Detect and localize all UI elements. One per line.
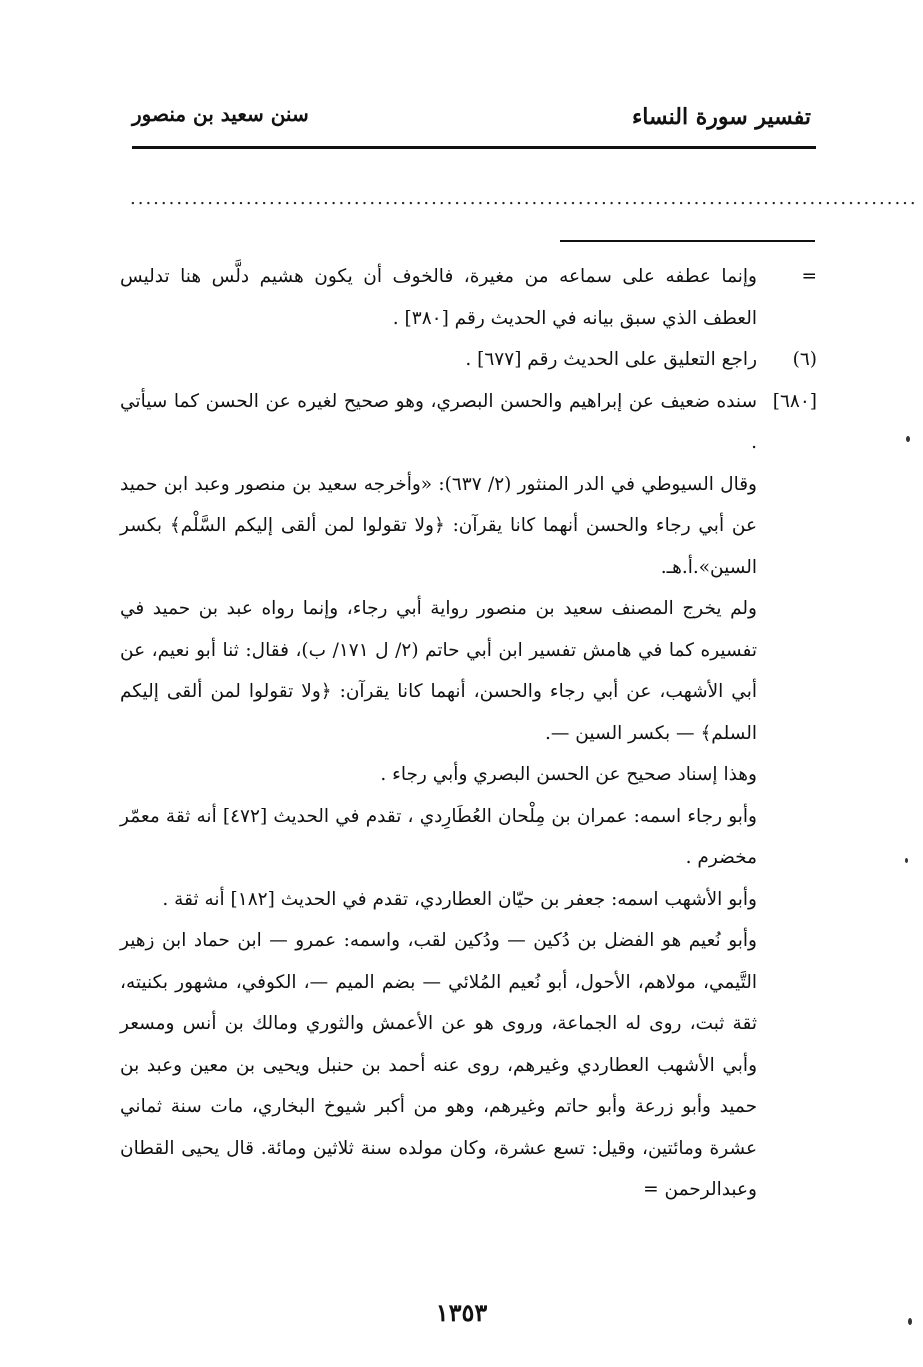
paragraph-text: وأبو نُعيم هو الفضل بن دُكين — ودُكين لقب، واسمه: عمرو — ابن حماد ابن زهير التَّيمي، مولاهم، الأحول، أبو نُعيم المُلائي — بضم الميم —، الكوفي، مشهور بكنيته، ثقة ثبت، روى له الجماعة، وروى هو عن الأعمش والثوري ومالك بن أنس ومسعر وأبي الأشهب العطاردي وغيرهم، روى عنه أحمد بن حنبل ويحيى بن معين وعبد بن حميد وأبو زرعة وأبو حاتم وغيرهم، وهو من أكبر شيوخ البخاري، مات سنة ثماني عشرة ومائتين، وقيل: تسع عشرة، وكان مولده سنة ثلاثين ومائة. قال يحيى القطان وعبدالرحمن =: [120, 930, 758, 1200]
paragraph: [120, 588, 817, 754]
footnote-marker: =: [801, 266, 817, 287]
header-rule: [132, 146, 816, 149]
paragraph: [120, 796, 817, 879]
footnote-text: سنده ضعيف عن إبراهيم والحسن البصري، وهو صحيح لغيره عن الحسن كما سيأتي .: [120, 390, 757, 453]
scan-speck: [906, 436, 910, 442]
footnote-rule: [560, 240, 815, 242]
page-number: ١٣٥٣: [435, 1298, 488, 1327]
paragraph: [120, 879, 817, 921]
paragraph-text: وأبو الأشهب اسمه: جعفر بن حيّان العطاردي، تقدم في الحديث [١٨٢] أنه ثقة .: [162, 888, 757, 910]
footnote-text: وإنما عطفه على سماعه من مغيرة، فالخوف أن يكون هشيم دلَّس هنا تدليس العطف الذي سبق بيانه في الحديث رقم [٣٨٠] .: [120, 266, 757, 329]
paragraph: [120, 920, 817, 1211]
paragraph-text: ولم يخرج المصنف سعيد بن منصور رواية أبي رجاء، وإنما رواه عبد بن حميد في تفسيره كما في هامش تفسير ابن أبي حاتم (٢/ ل ١٧١/ ب)، فقال: ثنا أبو نعيم، عن أبي الأشهب، عن أبي رجاء والحسن، أنهما كانا يقرآن: ﴿ولا تقولوا لمن ألقى إليكم السلم﴾ — بكسر السين —.: [120, 598, 758, 744]
hadith-680-note: [120, 381, 817, 464]
footnote-text: راجع التعليق على الحديث رقم [٦٧٧] .: [465, 349, 757, 370]
running-header-book: سنن سعيد بن منصور: [132, 102, 309, 126]
footnote-marker: (٦): [792, 349, 817, 370]
paragraph-text: وهذا إسناد صحيح عن الحسن البصري وأبي رجاء .: [380, 764, 757, 785]
paragraph: [120, 464, 817, 589]
footnote-6: [120, 339, 817, 381]
paragraph: [120, 754, 817, 796]
paragraph-text: وقال السيوطي في الدر المنثور (٢/ ٦٣٧): «وأخرجه سعيد بن منصور وعبد ابن حميد عن أبي رجاء والحسن أنهما كانا يقرآن: ﴿ولا تقولوا لمن ألقى إليكم السَّلْم﴾ بكسر السين».أ.هـ.: [120, 473, 757, 578]
scan-speck: [905, 858, 908, 863]
running-header-chapter: تفسير سورة النساء: [631, 104, 811, 130]
footnote-continuation: [120, 256, 817, 339]
paragraph-text: وأبو رجاء اسمه: عمران بن مِلْحان العُطَارِدي ، تقدم في الحديث [٤٧٢] أنه ثقة معمّر مخضرم .: [120, 805, 757, 868]
hadith-number: [٦٨٠]: [772, 390, 817, 412]
dotted-separator: ......................................................................................................: [130, 188, 918, 209]
scan-speck: [908, 1318, 912, 1325]
footnotes-body: [120, 256, 817, 1211]
